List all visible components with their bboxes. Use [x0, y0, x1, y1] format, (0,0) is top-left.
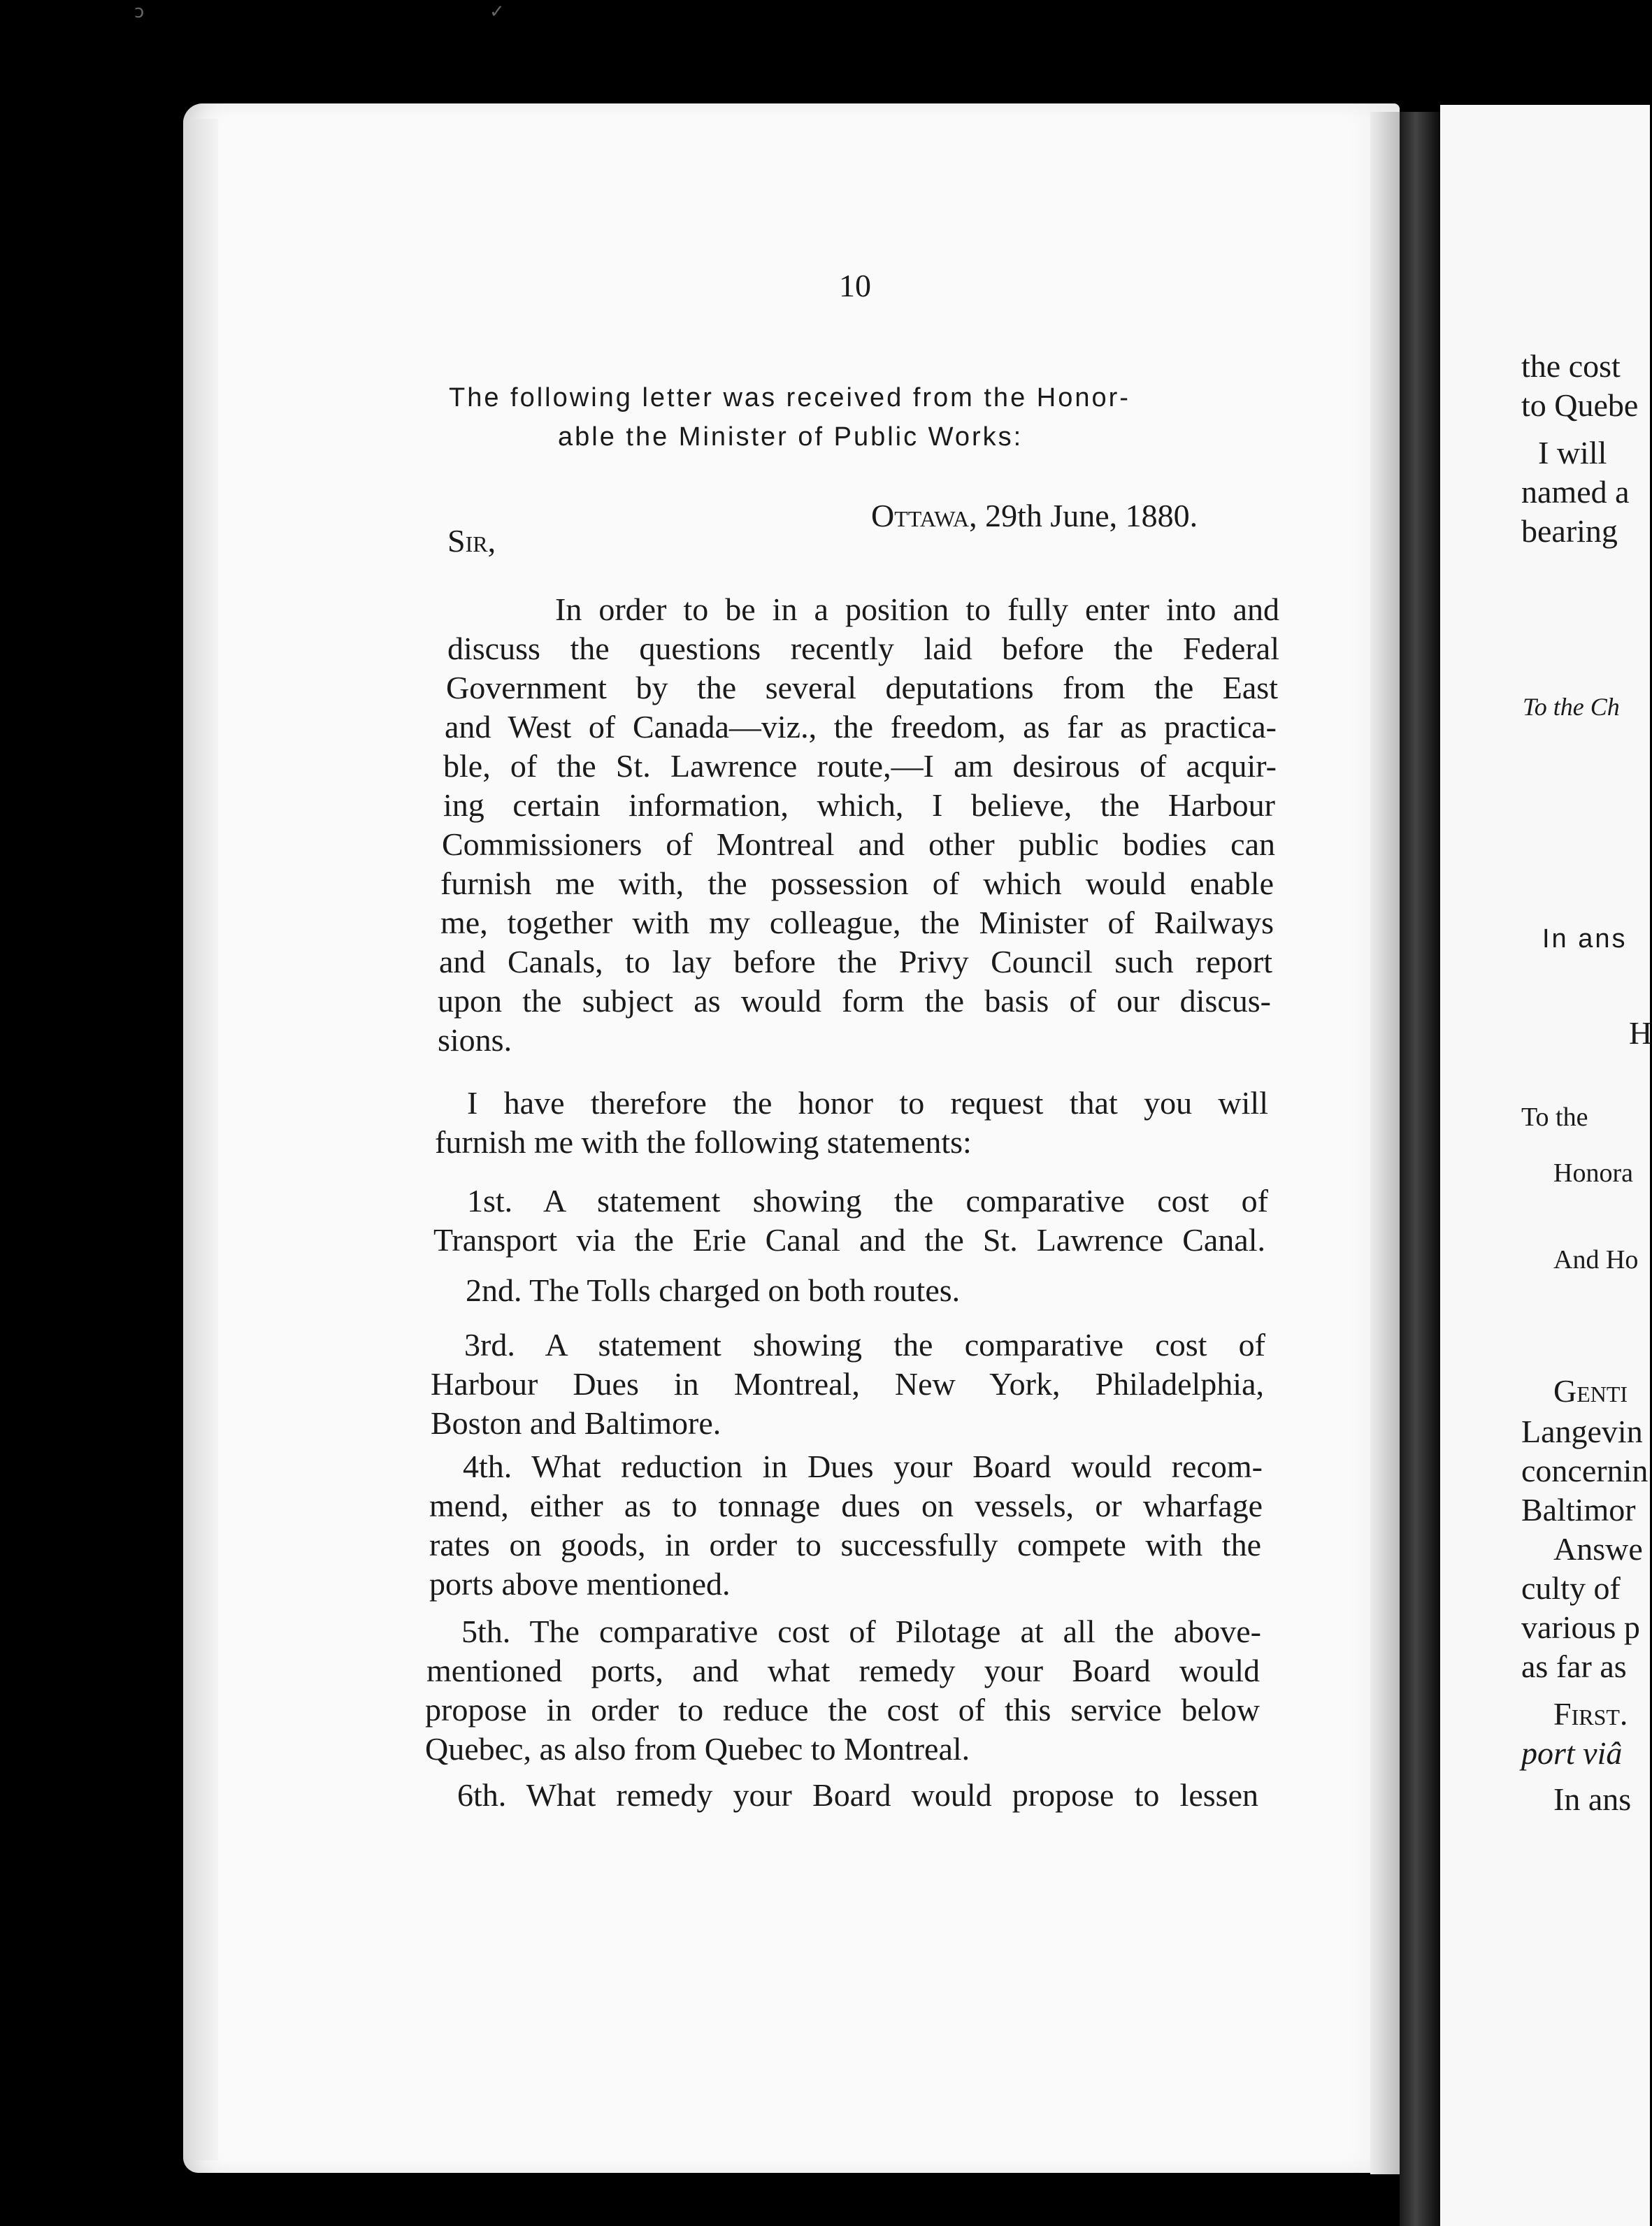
right-page-fragment: various p	[1521, 1609, 1640, 1645]
salutation: Sir,	[447, 523, 496, 559]
right-page-fragment: In ans	[1553, 1781, 1632, 1817]
right-page-fragment: named a	[1521, 474, 1630, 510]
list-item-line: 3rd. A statement showing the comparative cost of	[464, 1327, 1265, 1363]
right-page-fragment: Baltimor	[1521, 1492, 1636, 1528]
right-page-fragment: to Quebe	[1521, 387, 1639, 423]
list-item-line: 1st. A statement showing the comparative cost of	[467, 1183, 1268, 1219]
list-item-line: Boston and Baltimore.	[431, 1405, 721, 1441]
right-page-fragment: port viâ	[1521, 1735, 1623, 1771]
right-page-fragment: culty of	[1521, 1570, 1621, 1606]
right-page-fragment: as far as	[1521, 1649, 1627, 1684]
paragraph-line: Government by the several deputations from the East	[446, 670, 1278, 705]
paragraph-line: furnish me with, the possession of which would enable	[440, 866, 1274, 901]
paragraph-line: upon the subject as would form the basis of our discus-	[438, 983, 1271, 1019]
right-page-fragment: Answe	[1553, 1531, 1643, 1567]
right-page-fragment: First.	[1553, 1696, 1628, 1732]
list-item-line: ports above mentioned.	[429, 1566, 731, 1602]
paragraph-line: I have therefore the honor to request that you will	[467, 1085, 1268, 1121]
right-page-fragment: concernin	[1521, 1453, 1649, 1488]
right-page-fragment: To the Ch	[1523, 693, 1620, 721]
right-page-fragment: I will	[1538, 435, 1607, 471]
left-page-edge	[183, 119, 218, 2160]
paragraph-line: discuss the questions recently laid before the Federal	[447, 631, 1279, 666]
crop-mark: ↄ	[134, 1, 145, 22]
dateline-place: Ottawa,	[871, 498, 977, 533]
paragraph-line: In order to be in a position to fully enter into and	[555, 591, 1279, 627]
right-page-fragment: And Ho	[1553, 1245, 1639, 1274]
paragraph-line: and Canals, to lay before the Privy Council such report	[439, 944, 1272, 979]
right-page-fragment: Langevin	[1521, 1414, 1643, 1449]
right-page-fragment: Honora	[1553, 1158, 1633, 1188]
dateline	[871, 496, 1198, 536]
paragraph-line: ble, of the St. Lawrence route,—I am desirous of acquir-	[443, 748, 1277, 784]
intro-line: able the Minister of Public Works:	[558, 422, 1023, 452]
right-page-fragment: In ans	[1542, 924, 1628, 954]
paragraph-line: and West of Canada—viz., the freedom, as far as practica-	[445, 709, 1277, 745]
right-page-fragment: bearing	[1521, 513, 1618, 549]
list-item-line: mend, either as to tonnage dues on vessels, or wharfage	[429, 1488, 1263, 1523]
list-item-line: 2nd. The Tolls charged on both routes.	[466, 1272, 961, 1308]
spine-shadow	[1370, 112, 1400, 2174]
crop-mark: ✓	[489, 1, 505, 22]
right-page-fragment: To the	[1521, 1103, 1588, 1132]
list-item-line: mentioned ports, and what remedy your Board would	[426, 1653, 1260, 1688]
paragraph-line: Commissioners of Montreal and other public bodies can	[442, 826, 1275, 862]
list-item-line: 4th. What reduction in Dues your Board would recom-	[463, 1449, 1263, 1484]
paragraph-line: sions.	[438, 1022, 512, 1058]
list-item-line: Quebec, as also from Quebec to Montreal.	[425, 1731, 970, 1767]
right-page-fragment: the cost	[1521, 348, 1621, 384]
paragraph-line: furnish me with the following statements:	[435, 1124, 972, 1160]
right-page-fragment: Genti	[1553, 1373, 1628, 1409]
intro-line: The following letter was received from the Honor-	[449, 383, 1130, 412]
list-item-line: Transport via the Erie Canal and the St. Lawrence Canal.	[433, 1222, 1265, 1258]
list-item-line: propose in order to reduce the cost of this service below	[425, 1692, 1260, 1728]
book-gutter	[1400, 112, 1440, 2226]
right-page-fragment: H	[1629, 1015, 1652, 1051]
list-item-line: 5th. The comparative cost of Pilotage at all the above-	[461, 1614, 1261, 1649]
paragraph-line: me, together with my colleague, the Minister of Railways	[440, 905, 1274, 940]
list-item-line: Harbour Dues in Montreal, New York, Philadelphia,	[431, 1366, 1264, 1402]
page-number: 10	[839, 268, 871, 303]
dateline-date: 29th June, 1880.	[985, 498, 1198, 533]
paragraph-line: ing certain information, which, I believe, the Harbour	[443, 787, 1275, 823]
list-item-line: rates on goods, in order to successfully compete with the	[429, 1527, 1261, 1563]
list-item-line: 6th. What remedy your Board would propose to lessen	[457, 1777, 1258, 1813]
